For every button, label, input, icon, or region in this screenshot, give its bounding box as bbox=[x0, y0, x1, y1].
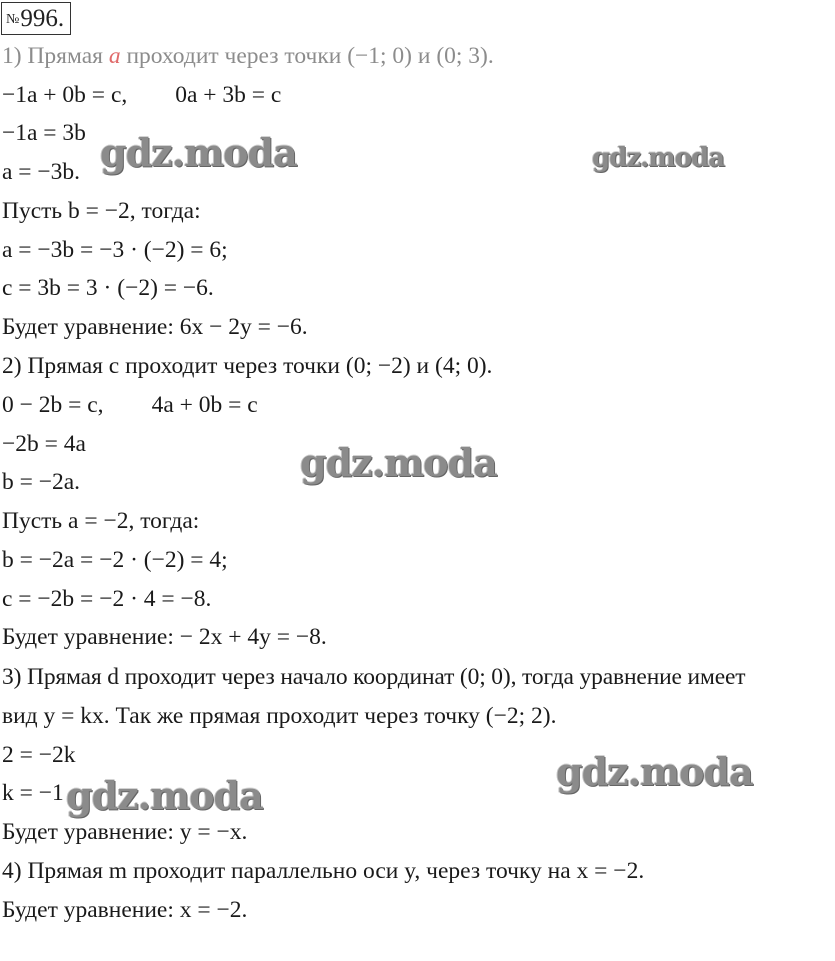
number-sign: № bbox=[6, 12, 20, 27]
problem-number-badge bbox=[1, 2, 71, 35]
equation-2a: 0 − 2b = c, bbox=[2, 392, 104, 418]
step-4-heading: 4) Прямая m проходит параллельно оси y, через точку на x = −2. bbox=[2, 858, 645, 884]
result-line: Будет уравнение: x = −2. bbox=[2, 897, 248, 923]
equation-line: a = −3b. bbox=[2, 159, 81, 185]
result-line: Будет уравнение: y = −x. bbox=[2, 819, 248, 845]
equation-1b: 0a + 3b = c bbox=[175, 82, 282, 108]
equation-line: b = −2a. bbox=[2, 469, 81, 495]
equation-line: −2b = 4a bbox=[2, 431, 86, 457]
watermark: gdz.moda bbox=[556, 749, 753, 794]
equation-2b: 4a + 0b = c bbox=[151, 392, 258, 418]
text-line: Пусть a = −2, тогда: bbox=[2, 508, 200, 534]
equation-line: 2 = −2k bbox=[2, 742, 76, 768]
step-2-heading: 2) Прямая c проходит через точки (0; −2) и (4; 0). bbox=[2, 353, 493, 379]
equation-line: c = 3b = 3 · (−2) = −6. bbox=[2, 275, 214, 301]
equation-line: b = −2a = −2 · (−2) = 4; bbox=[2, 547, 228, 573]
equation-line: a = −3b = −3 · (−2) = 6; bbox=[2, 237, 228, 263]
result-line: Будет уравнение: − 2x + 4y = −8. bbox=[2, 624, 327, 650]
step-1-heading-rest: проходит через точки (−1; 0) и (0; 3). bbox=[120, 43, 494, 69]
step-1-heading-text: 1) Прямая bbox=[2, 43, 109, 69]
problem-number: 996. bbox=[20, 5, 65, 32]
text-line: Пусть b = −2, тогда: bbox=[2, 198, 201, 224]
text-line: вид y = kx. Так же прямая проходит через точку (−2; 2). bbox=[2, 703, 557, 729]
equation-line: c = −2b = −2 · 4 = −8. bbox=[2, 586, 212, 612]
equation-1a: −1a + 0b = c, bbox=[2, 82, 128, 108]
watermark: gdz.moda bbox=[592, 143, 725, 173]
step-3-heading: 3) Прямая d проходит через начало координат (0; 0), тогда уравнение имеет bbox=[2, 664, 746, 690]
step-1-heading bbox=[2, 41, 494, 71]
watermark: gdz.moda bbox=[66, 773, 263, 818]
equation-system-1 bbox=[2, 80, 281, 110]
equation-line: k = −1 bbox=[2, 780, 64, 806]
watermark: gdz.moda bbox=[300, 440, 497, 485]
line-a-label: a bbox=[108, 43, 121, 69]
equation-system-2 bbox=[2, 390, 258, 420]
watermark: gdz.moda bbox=[100, 130, 297, 175]
result-line: Будет уравнение: 6x − 2y = −6. bbox=[2, 314, 308, 340]
equation-line: −1a = 3b bbox=[2, 120, 86, 146]
